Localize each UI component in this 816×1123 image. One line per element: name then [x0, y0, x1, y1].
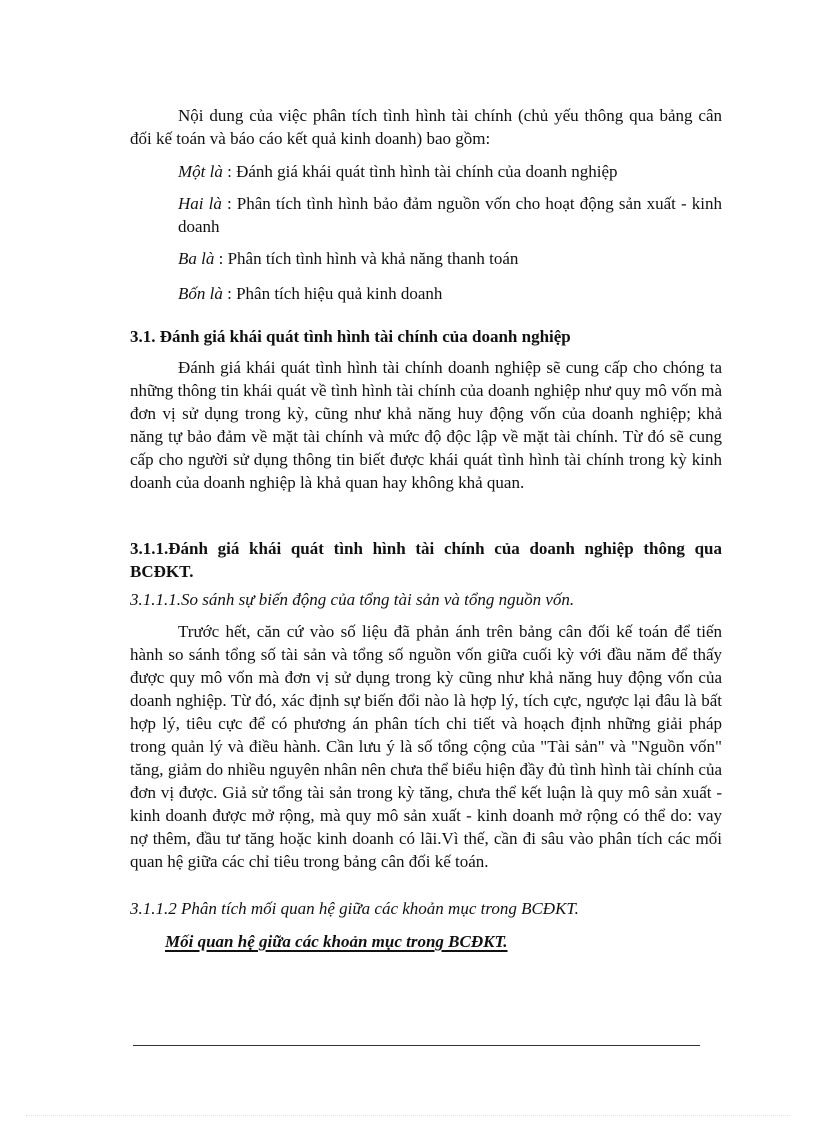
list-item-label: Hai là: [178, 194, 222, 213]
subsection-title-3-1-1-1: 3.1.1.1.So sánh sự biến động của tổng tài sản và tổng nguồn vốn.: [130, 590, 575, 609]
list-item-label: Ba là: [178, 249, 215, 268]
list-item-3: [178, 247, 722, 270]
subsection-3-1-1-1-body: Trước hết, căn cứ vào số liệu đã phản ánh trên bảng cân đối kế toán để tiến hành so sánh tổng số tài sản và tổng số nguồn vốn giữa cuối kỳ với đầu năm để thấy được quy mô vốn mà đơn vị sử dụng trong kỳ cũng như khả năng huy động vốn của doanh nghiệp. Từ đó, xác định sự biến đổi nào là hợp lý, tích cực, ngược lại đâu là bất hợp lý, tiêu cực để có phương án phân tích chi tiết và hoạch định những giải pháp trong quản lý và điều hành. Cần lưu ý là số tổng cộng của "Tài sản" và "Nguồn vốn" tăng, giảm do nhiều nguyên nhân nên chưa thể biểu hiện đầy đủ tình hình tài chính của đơn vị được. Giả sử tổng tài sản trong kỳ tăng, chưa thể kết luận là quy mô sản xuất - kinh doanh được mở rộng, mà quy mô sản xuất - kinh doanh mở rộng có thể do: vay nợ thêm, đầu tư tăng hoặc kinh doanh có lãi.Vì thế, cần đi sâu vào phân tích các mối quan hệ giữa các chỉ tiêu trong bảng cân đối kế toán.: [130, 622, 722, 871]
list-item-text: : Phân tích tình hình và khả năng thanh toán: [214, 249, 519, 268]
list-item-text: : Phân tích tình hình bảo đảm nguồn vốn cho hoạt động sản xuất - kinh doanh: [178, 194, 722, 236]
section-heading-3-1: 3.1. Đánh giá khái quát tình hình tài chính của doanh nghiệp: [130, 327, 571, 346]
list-item-1: [178, 160, 722, 183]
footer-rule: [133, 1045, 700, 1046]
list-item-text: : Phân tích hiệu quả kinh doanh: [222, 284, 443, 303]
list-item-4: [178, 282, 722, 305]
list-item-label: Bốn là: [178, 284, 223, 303]
subsection-title-3-1-1-2: 3.1.1.2 Phân tích mối quan hệ giữa các khoản mục trong BCĐKT.: [130, 899, 579, 918]
list-item-text: : Đánh giá khái quát tình hình tài chính của doanh nghiệp: [222, 162, 618, 181]
list-item-2: [178, 192, 722, 238]
section-3-1-body: Đánh giá khái quát tình hình tài chính doanh nghiệp sẽ cung cấp cho chóng ta những thông tin khái quát về tình hình tài chính của doanh nghiệp như quy mô vốn mà đơn vị sử dụng trong kỳ, cũng như khả năng huy động vốn của doanh nghiệp; khả năng tự bảo đảm về mặt tài chính và mức độ độc lập về mặt tài chính. Từ đó sẽ cung cấp cho người sử dụng thông tin biết được khái quát tình hình tài chính trong kỳ kinh doanh của doanh nghiệp là khả quan hay không khả quan.: [130, 358, 722, 492]
page-edge-divider: [26, 1115, 790, 1116]
section-heading-3-1-1: 3.1.1.Đánh giá khái quát tình hình tài chính của doanh nghiệp thông qua BCĐKT.: [130, 539, 722, 581]
underlined-heading: Mối quan hệ giữa các khoản mục trong BCĐKT.: [165, 932, 508, 951]
list-item-label: Một là: [178, 162, 223, 181]
intro-paragraph: Nội dung của việc phân tích tình hình tài chính (chủ yếu thông qua bảng cân đối kế toán và báo cáo kết quả kinh doanh) bao gồm:: [130, 106, 722, 148]
